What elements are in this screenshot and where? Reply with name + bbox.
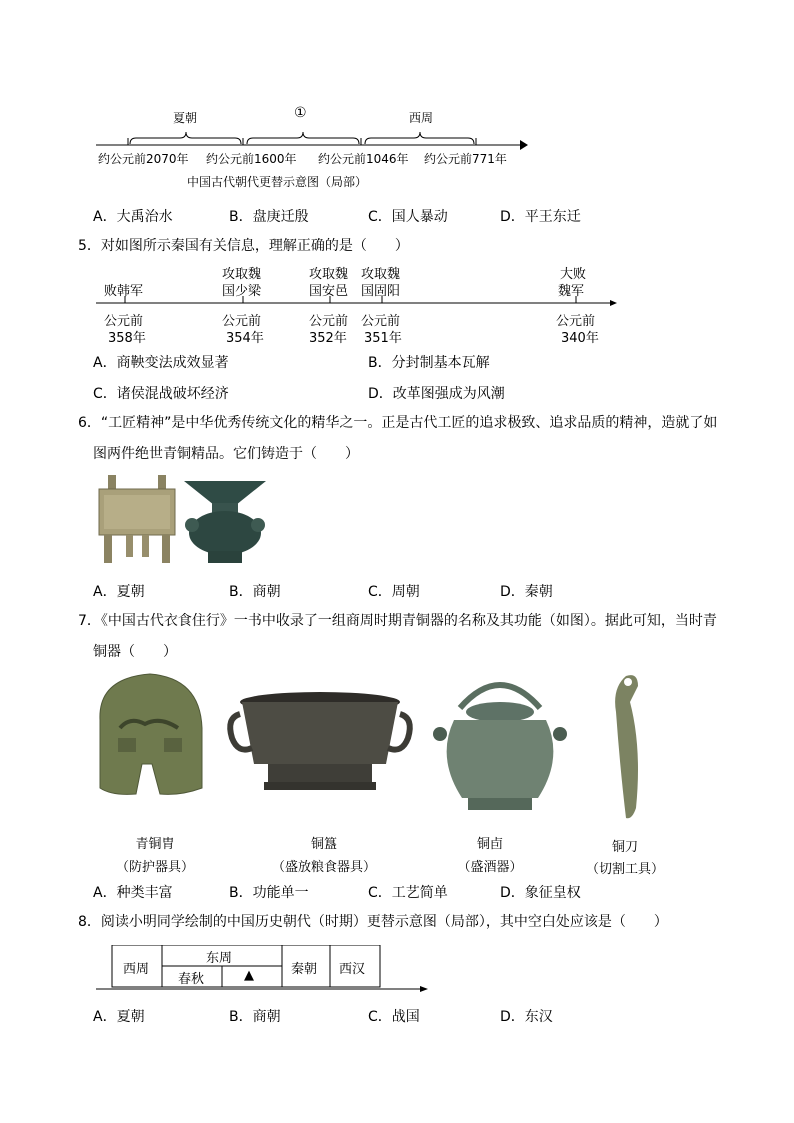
q6-option-b[interactable]: B．商朝 xyxy=(229,584,281,600)
q8-option-a[interactable]: A．夏朝 xyxy=(93,1009,145,1025)
q7-artifact-svg xyxy=(90,668,670,828)
q7-artifact-images xyxy=(90,668,670,828)
artifact-function: （切割工具） xyxy=(585,862,664,877)
q5-event-year2: 340年 xyxy=(561,331,599,346)
q7-option-a[interactable]: A．种类丰富 xyxy=(93,885,173,901)
q6-option-d[interactable]: D．秦朝 xyxy=(500,584,553,600)
q5-event-top: 攻取魏 xyxy=(361,267,401,282)
q6-option-c[interactable]: C．周朝 xyxy=(368,584,420,600)
artifact-name: 铜卣 xyxy=(476,837,503,852)
bronze-helmet-image xyxy=(100,674,202,794)
q6-bronze-svg xyxy=(96,475,274,567)
q5-event-year2: 354年 xyxy=(226,331,264,346)
q4-brace-shang xyxy=(247,132,359,144)
q5-event-year1: 公元前 xyxy=(361,314,401,329)
q5-event-top: 败韩军 xyxy=(104,284,144,299)
q8-cell-xizhou: 西周 xyxy=(123,962,150,977)
q5-event-year1: 公元前 xyxy=(556,314,596,329)
bronze-you-image xyxy=(433,685,567,810)
q5-question: 5．对如图所示秦国有关信息，理解正确的是（ ） xyxy=(78,238,409,254)
q7-question-line2: 铜器（ ） xyxy=(93,644,177,660)
q4-label-blank: ① xyxy=(294,105,307,121)
q4-option-d[interactable]: D．平王东迁 xyxy=(500,209,581,225)
q4-timeline xyxy=(0,100,794,195)
artifact-function: （盛放粮食器具） xyxy=(271,860,376,875)
artifact-function: （防护器具） xyxy=(115,860,194,875)
q4-label-xizhou: 西周 xyxy=(409,111,434,125)
q6-bronze-images xyxy=(96,475,274,567)
q4-axis-arrow xyxy=(520,140,528,150)
q7-option-d[interactable]: D．象征皇权 xyxy=(500,885,581,901)
bronze-gui-image xyxy=(230,692,410,790)
q4-date: 约公元前2070年 xyxy=(98,152,189,166)
q4-brace-xia xyxy=(130,132,241,144)
q8-option-d[interactable]: D．东汉 xyxy=(500,1009,553,1025)
simuwu-ding-image xyxy=(99,475,175,563)
q7-question-line1: 7．《中国古代衣食住行》一书中收录了一组商周时期青铜器的名称及其功能（如图）。据此可知，当时青 xyxy=(78,613,717,629)
q4-option-c[interactable]: C．国人暴动 xyxy=(368,209,448,225)
q4-option-b[interactable]: B．盘庚迁殷 xyxy=(229,209,309,225)
q5-timeline xyxy=(0,260,794,345)
q7-option-b[interactable]: B．功能单一 xyxy=(229,885,309,901)
q8-axis-arrow xyxy=(420,986,428,992)
q5-event-top2: 国安邑 xyxy=(309,284,349,299)
q5-option-d[interactable]: D．改革图强成为风潮 xyxy=(368,386,505,402)
q6-question-line1: 6．“工匠精神”是中华优秀传统文化的精华之一。正是古代工匠的追求极致、追求品质的精神，造就了如 xyxy=(78,415,718,431)
artifact-name: 铜刀 xyxy=(611,840,638,855)
q8-cell-dongzhou: 东周 xyxy=(206,951,233,966)
q5-event-year2: 352年 xyxy=(309,331,347,346)
q4-timeline-svg xyxy=(0,100,794,195)
q5-event-top2: 国少梁 xyxy=(222,284,262,299)
q5-event-top: 大败 xyxy=(560,267,587,282)
q8-cell-qin: 秦朝 xyxy=(291,962,318,977)
artifact-name: 青铜胄 xyxy=(135,837,175,852)
q5-event-year2: 351年 xyxy=(364,331,402,346)
q6-question-line2: 图两件绝世青铜精品。它们铸造于（ ） xyxy=(93,446,359,462)
q5-option-c[interactable]: C．诸侯混战破坏经济 xyxy=(93,386,229,402)
bronze-knife-image xyxy=(615,675,638,818)
q7-option-c[interactable]: C．工艺简单 xyxy=(368,885,448,901)
q8-cell-xihan: 西汉 xyxy=(339,962,366,977)
q8-question: 8．阅读小明同学绘制的中国历史朝代（时期）更替示意图（局部），其中空白处应该是（ ） xyxy=(78,914,668,930)
artifact-function: （盛酒器） xyxy=(457,860,523,875)
q8-option-c[interactable]: C．战国 xyxy=(368,1009,420,1025)
q5-event-year2: 358年 xyxy=(108,331,146,346)
fourgoat-zun-image xyxy=(184,481,266,563)
q5-option-a[interactable]: A．商鞅变法成效显著 xyxy=(93,355,229,371)
q4-date: 约公元前771年 xyxy=(424,152,507,166)
q8-option-b[interactable]: B．商朝 xyxy=(229,1009,281,1025)
q5-event-top: 攻取魏 xyxy=(309,267,349,282)
q5-event-top2: 国固阳 xyxy=(361,284,401,299)
q5-option-b[interactable]: B．分封制基本瓦解 xyxy=(368,355,490,371)
q5-event-top: 攻取魏 xyxy=(222,267,262,282)
q5-event-top2: 魏军 xyxy=(558,284,585,299)
q4-caption: 中国古代朝代更替示意图（局部） xyxy=(187,175,368,189)
q4-brace-xizhou xyxy=(365,132,474,144)
q8-cell-blank-triangle: ▲ xyxy=(244,968,254,983)
q5-event-year1: 公元前 xyxy=(222,314,262,329)
q8-cell-chunqiu: 春秋 xyxy=(178,972,205,987)
q5-event-year1: 公元前 xyxy=(309,314,349,329)
q8-dynasty-table xyxy=(96,945,436,995)
q4-date: 约公元前1046年 xyxy=(318,152,409,166)
q5-axis-arrow xyxy=(610,300,617,306)
q4-option-a[interactable]: A．大禹治水 xyxy=(93,209,173,225)
q4-label-xia: 夏朝 xyxy=(173,111,198,125)
q6-option-a[interactable]: A．夏朝 xyxy=(93,584,145,600)
artifact-name: 铜簋 xyxy=(310,837,337,852)
q5-event-year1: 公元前 xyxy=(104,314,144,329)
q4-date: 约公元前1600年 xyxy=(206,152,297,166)
